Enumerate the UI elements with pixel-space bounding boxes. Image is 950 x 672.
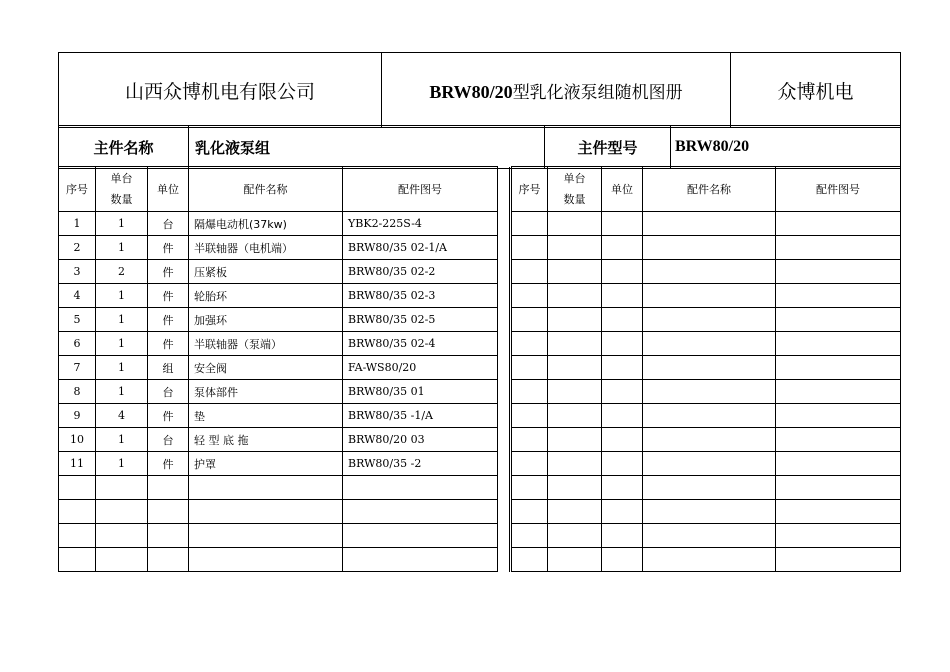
- row-part-name: 压紧板: [189, 260, 343, 284]
- table-row: [59, 212, 901, 236]
- row-seq: [59, 500, 96, 524]
- row-drawing-no: BRW80/35 02-4: [343, 332, 498, 356]
- right-empty-cell: [512, 476, 548, 500]
- table-row: [59, 308, 901, 332]
- right-empty-cell: [643, 524, 776, 548]
- right-empty-cell: [776, 212, 901, 236]
- row-part-name: 垫: [189, 404, 343, 428]
- right-empty-cell: [643, 260, 776, 284]
- table-row: [59, 332, 901, 356]
- gap-cell: [498, 380, 510, 404]
- gap-cell: [498, 548, 510, 572]
- right-empty-cell: [602, 380, 643, 404]
- row-drawing-no: [343, 548, 498, 572]
- gap-cell: [498, 212, 510, 236]
- right-empty-cell: [548, 548, 602, 572]
- column-header-row: [59, 167, 901, 212]
- row-unit: 组: [148, 356, 189, 380]
- row-qty: [96, 524, 148, 548]
- right-empty-cell: [602, 356, 643, 380]
- right-empty-cell: [776, 476, 901, 500]
- row-drawing-no: BRW80/20 03: [343, 428, 498, 452]
- gap-cell: [498, 308, 510, 332]
- right-empty-cell: [602, 524, 643, 548]
- right-empty-cell: [512, 428, 548, 452]
- table-row: [59, 284, 901, 308]
- col-part-name-right: 配件名称: [643, 167, 776, 212]
- row-unit: 件: [148, 284, 189, 308]
- right-empty-cell: [602, 284, 643, 308]
- gap-cell: [498, 476, 510, 500]
- right-empty-cell: [776, 236, 901, 260]
- right-empty-cell: [548, 524, 602, 548]
- right-empty-cell: [512, 260, 548, 284]
- row-drawing-no: [343, 476, 498, 500]
- table-row: [59, 476, 901, 500]
- row-unit: [148, 524, 189, 548]
- right-empty-cell: [548, 284, 602, 308]
- gap-cell: [498, 356, 510, 380]
- col-part-name: 配件名称: [189, 167, 343, 212]
- right-empty-cell: [643, 332, 776, 356]
- row-qty: 1: [96, 332, 148, 356]
- right-empty-cell: [548, 236, 602, 260]
- right-empty-cell: [776, 356, 901, 380]
- right-empty-cell: [602, 332, 643, 356]
- right-empty-cell: [776, 404, 901, 428]
- main-part-name-value: 乳化液泵组: [189, 126, 545, 169]
- row-drawing-no: BRW80/35 02-5: [343, 308, 498, 332]
- table-row: [59, 380, 901, 404]
- row-part-name: [189, 500, 343, 524]
- row-part-name: [189, 476, 343, 500]
- row-qty: 1: [96, 212, 148, 236]
- table-row: [59, 548, 901, 572]
- right-empty-cell: [512, 404, 548, 428]
- row-part-name: 轮胎环: [189, 284, 343, 308]
- row-unit: 件: [148, 452, 189, 476]
- col-drawing-no: 配件图号: [343, 167, 498, 212]
- row-drawing-no: [343, 524, 498, 548]
- gap-cell: [498, 260, 510, 284]
- right-empty-cell: [512, 332, 548, 356]
- right-empty-cell: [776, 500, 901, 524]
- row-part-name: [189, 524, 343, 548]
- right-empty-cell: [776, 524, 901, 548]
- row-qty: [96, 500, 148, 524]
- row-unit: [148, 548, 189, 572]
- table-row: [59, 500, 901, 524]
- row-part-name: 加强环: [189, 308, 343, 332]
- right-empty-cell: [602, 500, 643, 524]
- row-unit: 台: [148, 428, 189, 452]
- row-seq: 4: [59, 284, 96, 308]
- right-empty-cell: [602, 308, 643, 332]
- main-part-model-value: BRW80/20: [671, 126, 901, 169]
- row-part-name: 安全阀: [189, 356, 343, 380]
- col-unit: 单位: [148, 167, 189, 212]
- table-row: [59, 236, 901, 260]
- row-unit: 件: [148, 260, 189, 284]
- company-name: 山西众博机电有限公司: [59, 53, 382, 128]
- info-table: [58, 125, 901, 169]
- row-part-name: 轻 型 底 拖: [189, 428, 343, 452]
- gap-cell: [498, 500, 510, 524]
- col-unit-right: 单位: [602, 167, 643, 212]
- right-empty-cell: [512, 356, 548, 380]
- parts-table: [58, 166, 901, 572]
- row-drawing-no: BRW80/35 02-1/A: [343, 236, 498, 260]
- gap-cell: [498, 404, 510, 428]
- row-unit: 台: [148, 380, 189, 404]
- right-empty-cell: [512, 284, 548, 308]
- row-seq: 11: [59, 452, 96, 476]
- document-title-text: 型乳化液泵组随机图册: [512, 82, 683, 103]
- right-empty-cell: [776, 428, 901, 452]
- header-table: [58, 52, 901, 128]
- row-qty: 1: [96, 356, 148, 380]
- right-empty-cell: [512, 308, 548, 332]
- row-unit: 件: [148, 236, 189, 260]
- row-part-name: 半联轴器（电机端）: [189, 236, 343, 260]
- right-empty-cell: [602, 452, 643, 476]
- row-qty: [96, 548, 148, 572]
- row-unit: 台: [148, 212, 189, 236]
- row-drawing-no: BRW80/35 02-2: [343, 260, 498, 284]
- row-drawing-no: BRW80/35 -2: [343, 452, 498, 476]
- document-title: [382, 53, 731, 128]
- gap-cell: [498, 236, 510, 260]
- right-empty-cell: [643, 308, 776, 332]
- row-seq: 9: [59, 404, 96, 428]
- right-empty-cell: [643, 404, 776, 428]
- right-empty-cell: [602, 476, 643, 500]
- row-part-name: 隔爆电动机(37kw): [189, 212, 343, 236]
- right-empty-cell: [548, 260, 602, 284]
- row-unit: [148, 476, 189, 500]
- row-part-name: [189, 548, 343, 572]
- right-empty-cell: [602, 428, 643, 452]
- row-qty: 1: [96, 380, 148, 404]
- row-unit: 件: [148, 308, 189, 332]
- right-empty-cell: [776, 284, 901, 308]
- gap-cell: [498, 167, 510, 212]
- right-empty-cell: [512, 548, 548, 572]
- col-seq: 序号: [59, 167, 96, 212]
- col-seq-right: 序号: [512, 167, 548, 212]
- row-seq: 3: [59, 260, 96, 284]
- row-seq: 8: [59, 380, 96, 404]
- brand-name: 众博机电: [731, 53, 901, 128]
- row-part-name: 半联轴器（泵端）: [189, 332, 343, 356]
- row-qty: 1: [96, 284, 148, 308]
- row-part-name: 泵体部件: [189, 380, 343, 404]
- col-drawing-no-right: 配件图号: [776, 167, 901, 212]
- row-seq: [59, 548, 96, 572]
- row-drawing-no: [343, 500, 498, 524]
- right-empty-cell: [643, 284, 776, 308]
- right-empty-cell: [548, 380, 602, 404]
- table-row: [59, 404, 901, 428]
- row-drawing-no: BRW80/35 01: [343, 380, 498, 404]
- table-row: [59, 452, 901, 476]
- row-seq: 6: [59, 332, 96, 356]
- table-row: [59, 524, 901, 548]
- right-empty-cell: [643, 380, 776, 404]
- right-empty-cell: [776, 332, 901, 356]
- main-part-model-label: 主件型号: [545, 126, 671, 169]
- right-empty-cell: [512, 380, 548, 404]
- right-empty-cell: [643, 500, 776, 524]
- right-empty-cell: [548, 428, 602, 452]
- row-seq: 1: [59, 212, 96, 236]
- right-empty-cell: [548, 356, 602, 380]
- table-row: [59, 356, 901, 380]
- main-part-name-label: 主件名称: [59, 126, 189, 169]
- right-empty-cell: [643, 428, 776, 452]
- right-empty-cell: [602, 236, 643, 260]
- gap-cell: [498, 524, 510, 548]
- right-empty-cell: [548, 332, 602, 356]
- gap-cell: [498, 332, 510, 356]
- right-empty-cell: [548, 476, 602, 500]
- row-qty: 1: [96, 236, 148, 260]
- right-empty-cell: [643, 212, 776, 236]
- row-qty: [96, 476, 148, 500]
- gap-cell: [498, 284, 510, 308]
- right-empty-cell: [602, 260, 643, 284]
- right-empty-cell: [512, 212, 548, 236]
- right-empty-cell: [512, 236, 548, 260]
- gap-cell: [498, 428, 510, 452]
- right-empty-cell: [602, 404, 643, 428]
- right-empty-cell: [548, 452, 602, 476]
- row-drawing-no: BRW80/35 02-3: [343, 284, 498, 308]
- right-empty-cell: [643, 476, 776, 500]
- row-drawing-no: BRW80/35 -1/A: [343, 404, 498, 428]
- row-drawing-no: FA-WS80/20: [343, 356, 498, 380]
- table-row: [59, 428, 901, 452]
- right-empty-cell: [548, 404, 602, 428]
- right-empty-cell: [776, 308, 901, 332]
- right-empty-cell: [776, 260, 901, 284]
- col-unit-qty: 单台 数量: [96, 167, 148, 212]
- right-empty-cell: [602, 548, 643, 572]
- right-empty-cell: [643, 548, 776, 572]
- row-seq: [59, 476, 96, 500]
- row-qty: 1: [96, 428, 148, 452]
- row-seq: 5: [59, 308, 96, 332]
- row-qty: 1: [96, 308, 148, 332]
- row-unit: 件: [148, 332, 189, 356]
- right-empty-cell: [776, 380, 901, 404]
- row-qty: 4: [96, 404, 148, 428]
- right-empty-cell: [548, 308, 602, 332]
- right-empty-cell: [643, 236, 776, 260]
- right-empty-cell: [643, 452, 776, 476]
- right-empty-cell: [512, 452, 548, 476]
- right-empty-cell: [548, 212, 602, 236]
- row-seq: 10: [59, 428, 96, 452]
- right-empty-cell: [643, 356, 776, 380]
- row-seq: 7: [59, 356, 96, 380]
- row-qty: 1: [96, 452, 148, 476]
- row-part-name: 护罩: [189, 452, 343, 476]
- right-empty-cell: [776, 548, 901, 572]
- col-unit-qty-right: 单台 数量: [548, 167, 602, 212]
- right-empty-cell: [548, 500, 602, 524]
- right-empty-cell: [512, 500, 548, 524]
- row-drawing-no: YBK2-225S-4: [343, 212, 498, 236]
- right-empty-cell: [776, 452, 901, 476]
- document-title-model: BRW80/20: [429, 81, 513, 102]
- right-empty-cell: [512, 524, 548, 548]
- table-row: [59, 260, 901, 284]
- row-qty: 2: [96, 260, 148, 284]
- right-empty-cell: [602, 212, 643, 236]
- row-seq: [59, 524, 96, 548]
- gap-cell: [498, 452, 510, 476]
- row-unit: [148, 500, 189, 524]
- row-seq: 2: [59, 236, 96, 260]
- row-unit: 件: [148, 404, 189, 428]
